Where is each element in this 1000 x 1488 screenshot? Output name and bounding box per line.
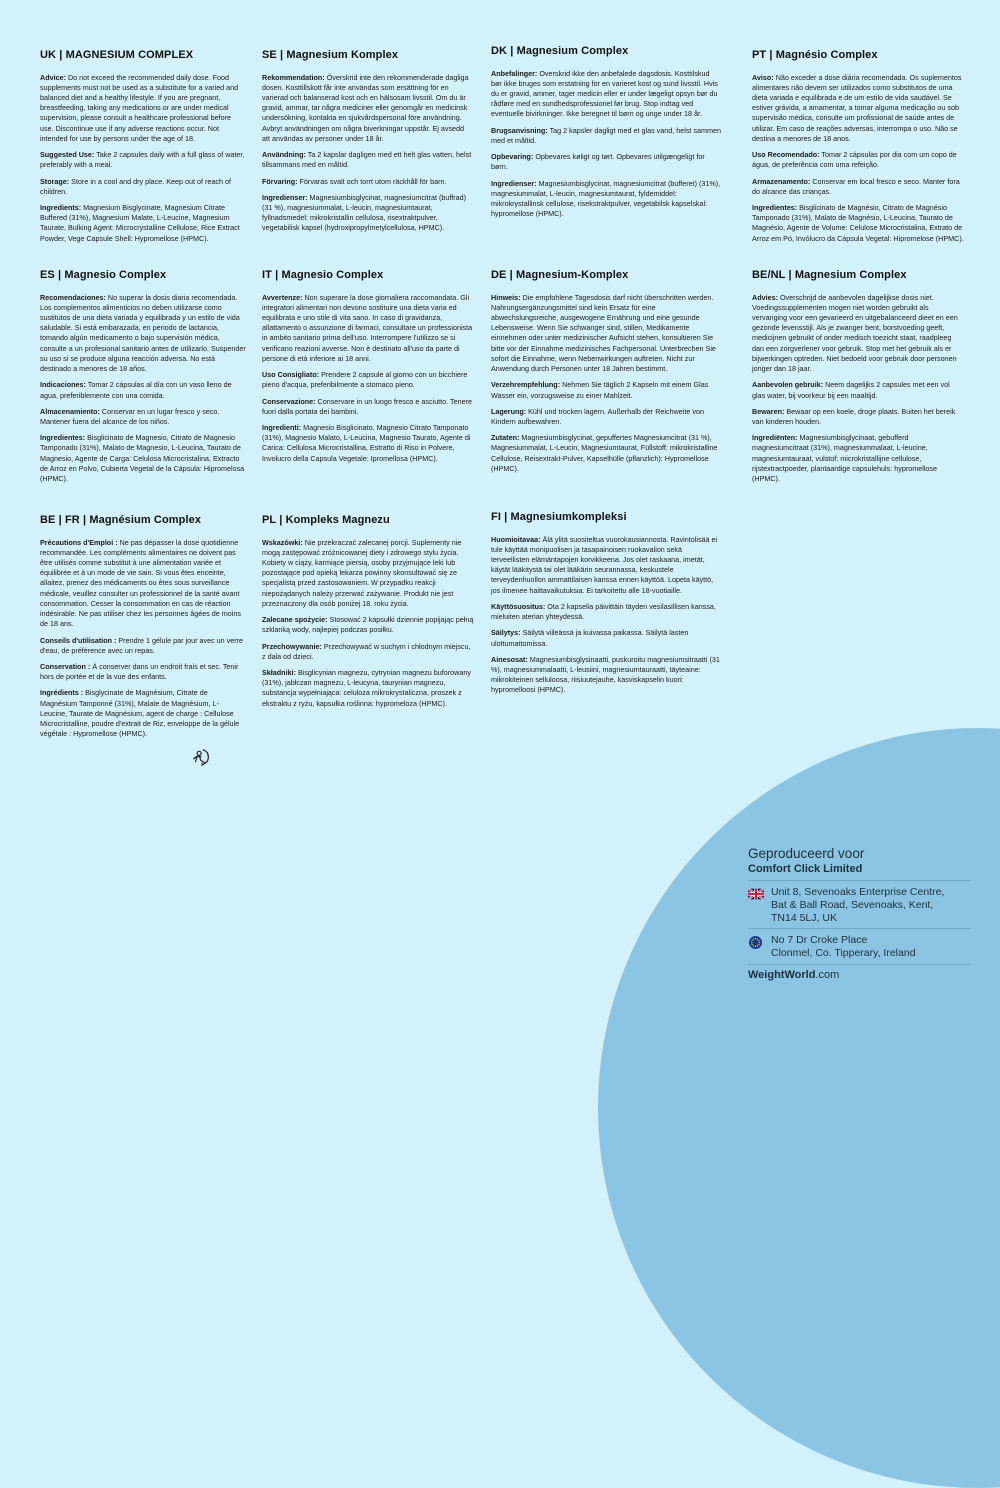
section-se — [262, 48, 474, 240]
advice-paragraph: Rekommendation: Överskrid inte den rekommenderade dagliga dosen. Kosttillskott får inte användas som ersättning för en varierad och balanserad kost och en hälsosam livsstil. Om du är gravid, ammar, tar några mediciner eller genomgår en medicinsk undersökning, kontakta en sjukvårdspersonal före användning. Avbryt användningen om några biverkningar uppstår. Ej avsedd att användas av personer under 18 år. — [262, 72, 469, 143]
uk-flag-icon — [748, 888, 764, 900]
website — [748, 964, 970, 981]
ingredients-paragraph: Składniki: Bisglicynian magnezu, cytrynian magnezu buforowany (31%), jabłczan magnezu, L-leucyna, taurynian magnezu, substancja wypełniająca: celuloza mikrokrystaliczna, proszek z ekstraktu z ryżu, kapsułka roślinna: hypromeloza (HPMC). — [262, 668, 471, 708]
uk-address-line-3: TN14 5LJ, UK — [771, 911, 837, 924]
storage-paragraph: Lagerung: Kühl und trocken lagern. Außerhalb der Reichweite von Kindern aufbewahren. — [491, 406, 704, 427]
advice-paragraph: Aviso: Não exceder a dose diária recomendada. Os suplementos alimentares não devem ser utilizados como substitutos de uma dieta variada e equilibrada e de um estilo de vida saudável. Se estiver grávida, a amamentar, a tomar alguma medicação ou sob supervisão médica, consulte um profissional de saúde antes de utilizar. Em caso de reações adversas, interrompa o uso. Não se destina a menores de 18 anos. — [752, 72, 962, 143]
usage-paragraph: Aanbevolen gebruik: Neem dagelijks 2 capsules met een vol glas water, bij voorkeur bij een maaltijd. — [752, 380, 950, 400]
advice-paragraph: Précautions d'Emploi : Ne pas dépasser la dose quotidienne recommandée. Les compléments alimentaires ne doivent pas être utilisés comme substitut à une alimentation variée et équilibrée et à un mode de vie sain. Si vous êtes enceinte, allaitez, prenez des médicaments ou êtes sous surveillance médicale, veuillez consulter un professionnel de la santé avant consommation. Cesser la consommation en cas de réaction indésirable. Ne pas utiliser chez les personnes âgées de moins de 18 ans. — [40, 537, 241, 629]
usage-paragraph: Indicaciones: Tomar 2 cápsulas al día con un vaso lleno de agua, preferiblemente con una comida. — [40, 380, 232, 400]
ingredients-paragraph: Ingredienser: Magnesiumbisglycinat, magnesiumcitrat (bufferet) (31%), magnesiummalat, L-leucin, magnesiumtaurat, fyldemiddel: mikrokrystallinsk cellulose, risekstraktpulver, vegetabilsk kapselskal: hypromellose (HPMC). — [491, 178, 721, 219]
ie-address-line-2: Clonmel, Co. Tipperary, Ireland — [771, 947, 916, 960]
ie-address-line-1: No 7 Dr Croke Place — [771, 934, 868, 947]
storage-paragraph: Armazenamento: Conservar em local fresco e seco. Manter fora do alcance das crianças. — [752, 176, 960, 196]
ingredients-paragraph: Ingrediënten: Magnesiumbisglycinaat, gebufferd magnesiumcitraat (31%), magnesiummalaat, L-leucine, magnesiumtauraat, vulstof: microkristallijne cellulose, rijstextractpoeder, plantaardige capsulehuls: hypromellose (HPMC). — [752, 433, 937, 484]
advice-paragraph: Huomioitavaa: Älä ylitä suositeltua vuorokausiannosta. Ravintolisää ei tule käyttää monipuolisen ja tasapainoisen ruokavalion sekä terveellisten elämäntapojen korvikkeena. Jos olet raskaana, imetät, käytät lääkitystä tai olet lääkärin seurannassa, keskustele terveydenhuollon ammattilaisen kanssa ennen käyttöä. Lopeta käyttö, jos ilmenee haittavaikutuksia. Ei tarkoitettu alle 18-vuotiaille. — [491, 534, 718, 595]
ingredients-paragraph: Zutaten: Magnesiumbisglycinat, gepuffertes Magnesiumcitrat (31 %), Magnesiummalat, L-Leucin, Magnesiumtaurat, Füllstoff: mikrokristalline Cellulose, Reisextrakt-Pulver, Kapselhülle (pflanzlich): Hypromellose (HPMC). — [491, 433, 718, 473]
section-heading: BE | FR | Magnésium Complex — [40, 514, 202, 526]
storage-paragraph: Conservation : À conserver dans un endroit frais et sec. Tenir hors de portée et de la vue des enfants. — [40, 662, 239, 682]
section-heading: PL | Kompleks Magnezu — [262, 514, 390, 526]
section-heading: ES | Magnesio Complex — [40, 269, 167, 281]
usage-paragraph: Zalecane spożycie: Stosować 2 kapsułki dziennie popijając pełną szklanką wody, najlepiej podczas posiłku. — [262, 615, 474, 635]
ingredients-paragraph: Ingredients: Magnesium Bisglycinate, Magnesium Citrate Buffered (31%), Magnesium Malate, L-Leucine, Magnesium Taurate, Bulking Agent: Microcrystalline Cellulose, Rice Extract Powder, Vege Capsule Shell: Hypromellose (HPMC). — [40, 203, 240, 243]
advice-paragraph: Advies: Overschrijd de aanbevolen dagelijkse dosis niet. Voedingssupplementen mogen niet worden gebruikt als vervanging voor een gevarieerd en uitgebalanceerd dieet en een gezonde levensstijl. Als je zwanger bent, borstvoeding geeft, medicijnen gebruikt of onder medisch toezicht staat, raadpleeg dan een zorgverlener voor gebruik. Stop met het gebruik als er bijwerkingen optreden. Niet bedoeld voor gebruik door personen jonger dan 18 jaar. — [752, 292, 958, 374]
advice-paragraph: Avvertenze: Non superare la dose giornaliera raccomandata. Gli integratori alimentari non devono sostituire una dieta varia ed equilibrata e uno stile di vita sano. In caso di gravidanza, allattamento o assunzione di farmaci, consultare un professionista in ambito sanitario prima dell'uso. Interrompere l'utilizzo se si verificano reazioni avverse. Non è destinato all'uso da parte di persone di età inferiore ai 18 anni. — [262, 292, 473, 363]
storage-paragraph: Förvaring: Förvaras svalt och torrt utom räckhåll för barn. — [262, 176, 447, 186]
ingredients-paragraph: Ingredienti: Magnesio Bisglicinato, Magnesio Citrato Tamponato (31%), Magnesio Malato, L-Leucina, Magnesio Taurato, Agente di Carica: Cellulosa Microcristallina, Estratto di Riso in Polvere, Involucro della Capsula Vegetale: Ipromellosa (HPMC). — [262, 423, 471, 463]
section-heading: FI | Magnesiumkompleksi — [491, 511, 627, 523]
section-uk — [40, 48, 246, 250]
section-heading: UK | MAGNESIUM COMPLEX — [40, 49, 194, 61]
section-heading: DE | Magnesium-Komplex — [491, 269, 629, 281]
advice-paragraph: Recomendaciones: No superar la dosis diaria recomendada. Los complementos alimenticios no deben utilizarse como sustitutos de una dieta variada y equilibrada y un estilo de vida saludable. Si está embarazada, en periodo de lactancia, tomando algún medicamento o bajo supervisión médica, consulte a un profesional sanitario antes de utilizarlo. Suspender su uso si se produce alguna reacción adversa. No está destinado a menores de 18 años. — [40, 292, 246, 374]
section-es — [40, 268, 246, 490]
storage-paragraph: Conservazione: Conservare in un luogo fresco e asciutto. Tenere fuori dalla portata dei bambini. — [262, 396, 473, 416]
section-heading: DK | Magnesium Complex — [491, 45, 629, 57]
usage-paragraph: Conseils d'utilisation : Prendre 1 gélule par jour avec un verre d'eau, de préférence avec un repas. — [40, 635, 244, 655]
uk-address-line-2: Bat & Ball Road, Sevenoaks, Kent, — [771, 898, 934, 911]
section-fi — [491, 510, 721, 702]
ingredients-paragraph: Ingredienser: Magnesiumbisglycinat, magnesiumcitrat (buffrad) (31 %), magnesiummalat, L-leucin, magnesiumtaurat, fyllnadsmedel: mikrokristallin cellulosa, risextraktpulver, vegetabilisk kapsel (hydroxipropylmetylcellulosa, HPMC). — [262, 192, 467, 233]
ingredients-paragraph: Ingredientes: Bisglicinato de Magnésio, Citrato de Magnésio Tamponado (31%), Malato de Magnésio, L-Leucina, Taurato de Magnésio, Agente de Volume: Celulose Microcristalina, Extrato de Arroz em Pó, Invólucro da Cápsula Vegetal: Hipromelose (HPMC). — [752, 203, 964, 243]
usage-paragraph: Suggested Use: Take 2 capsules daily with a full glass of water, preferably with a meal. — [40, 150, 245, 170]
producer-title: Geproduceerd voor — [748, 846, 865, 861]
storage-paragraph: Säilytys: Säilytä viileässä ja kuivassa paikassa. Säilytä lasten ulottumattomissa. — [491, 628, 689, 648]
website-brand: WeightWorld — [748, 968, 816, 981]
ingredients-paragraph: Ingredientes: Bisglicinato de Magnesio, Citrato de Magnesio Tamponado (31%), Malato de Magnesio, L-Leucina, Taurato de Magnesio, Agente de Carga: Celulosa Microcristalina, Extracto de Arroz en Polvo, Cubierta Vegetal de la Cápsula: Hipromelosa (HPMC). — [40, 433, 245, 484]
section-befr — [40, 513, 246, 768]
storage-paragraph: Bewaren: Bewaar op een koele, droge plaats. Buiten het bereik van kinderen houden. — [752, 406, 956, 427]
uk-address-line-1: Unit 8, Sevenoaks Enterprise Centre, — [771, 886, 945, 898]
usage-paragraph: Käyttösuositus: Ota 2 kapselia päivittäin täyden vesilasillisen kanssa, mieluiten aterian yhteydessä. — [491, 601, 716, 622]
advice-paragraph: Advice: Do not exceed the recommended daily dose. Food supplements must not be used as a substitute for a varied and balanced diet and a healthy lifestyle. If you are pregnant, breastfeeding, taking any medications or are under medical supervision, please consult a healthcare professional before use. Discontinue use if any adverse reactions occur. Not intended for use by persons under the age of 18. — [40, 72, 239, 143]
usage-paragraph: Verzehrempfehlung: Nehmen Sie täglich 2 Kapseln mit einem Glas Wasser ein, vorzugsweise zu einer Mahlzeit. — [491, 380, 709, 400]
triman-recycling-icon — [190, 746, 212, 768]
advice-paragraph: Hinweis: Die empfohlene Tagesdosis darf nicht überschritten werden. Nahrungsergänzungsmittel sind kein Ersatz für eine abwechslungsreiche, ausgewogene Ernährung und eine gesunde Lebensweise. Wenn Sie schwanger sind, stillen, Medikamente einnehmen oder unter medizinischer Aufsicht stehen, konsultieren Sie bitte vor der Einnahme medizinisches Fachpersonal. Unterbrechen Sie sofort die Einnahme, wenn Nebenwirkungen auftreten. Nicht zur Anwendung durch Personen unter 18 Jahren bestimmt. — [491, 292, 716, 374]
section-benl — [752, 268, 964, 490]
section-dk — [491, 44, 721, 225]
section-it — [262, 268, 474, 470]
storage-paragraph: Storage: Store in a cool and dry place. Keep out of reach of children. — [40, 176, 231, 196]
usage-paragraph: Uso Recomendado: Tomar 2 cápsulas por dia com um copo de água, de preferência com uma refeição. — [752, 150, 957, 170]
decorative-circle — [598, 728, 1000, 1488]
uk-address — [748, 880, 970, 928]
usage-paragraph: Uso Consigliato: Prendere 2 capsule al giorno con un bicchiere pieno d'acqua, preferibilmente a stomaco pieno. — [262, 370, 468, 390]
advice-paragraph: Wskazówki: Nie przekraczać zalecanej porcji. Suplementy nie mogą zastępować zróżnicowanej diety i zdrowego stylu życia. Kobiety w ciąży, karmiące piersią, osoby przyjmujące leki lub pozostające pod opieką lekarza powinny skonsultować się ze specjalistą przed zastosowaniem. W przypadku reakcji niepożądanych należy przerwać zażywanie. Produkt nie jest przeznaczony dla osób poniżej 18. roku życia. — [262, 537, 462, 608]
section-de — [491, 268, 721, 480]
storage-paragraph: Almacenamiento: Conservar en un lugar fresco y seco. Mantener fuera del alcance de los niños. — [40, 406, 220, 427]
section-heading: IT | Magnesio Complex — [262, 269, 384, 281]
eu-flag-icon — [749, 936, 762, 949]
section-heading: SE | Magnesium Komplex — [262, 49, 399, 61]
advice-paragraph: Anbefalinger: Overskrid ikke den anbefalede dagsdosis. Kosttilskud bør ikke bruges som erstatning for en varieret kost og sund livsstil. Hvis du er gravid, ammer, tager medicin eller er under lægeligt opsyn bør du rådføre med en sundhedsprofessionel før brug. Stop indtag ved eventuelle bivirkninger. Ikke beregnet til børn og unge under 18 år. — [491, 68, 718, 119]
ingredients-paragraph: Ingrédients : Bisglycinate de Magnésium, Citrate de Magnésium Tamponné (31%), Malate de Magnésium, L-Leucine, Taurate de Magnésium, agent de charge : Cellulose Microcristalline, poudre d'extrait de Riz, enveloppe de la gélule végétale : Hypromellose (HPMC). — [40, 688, 240, 739]
section-pl — [262, 513, 474, 715]
producer-info — [748, 846, 970, 981]
section-heading: BE/NL | Magnesium Complex — [752, 269, 907, 281]
section-pt — [752, 48, 964, 250]
website-domain: .com — [815, 968, 840, 981]
ie-address — [748, 928, 970, 964]
usage-paragraph: Användning: Ta 2 kapslar dagligen med ett helt glas vatten, helst tillsammans med en måltid. — [262, 150, 472, 170]
storage-paragraph: Przechowywanie: Przechowywać w suchym i chłodnym miejscu, z dala od dzieci. — [262, 641, 471, 661]
usage-paragraph: Brugsanvisning: Tag 2 kapsler dagligt med et glas vand, helst sammen med et måltid. — [491, 125, 721, 145]
section-heading: PT | Magnésio Complex — [752, 49, 878, 61]
storage-paragraph: Opbevaring: Opbevares køligt og tørt. Opbevares utilgængeligt for børn. — [491, 152, 705, 172]
ingredients-paragraph: Ainesosat: Magnesiumbisglysinaatti, puskuroitu magnesiumsitraatti (31 %), magnesiummalaatti, L-leusiini, magnesiumtauraatti, täyteaine: mikrokiteinen selluloosa, riisiuutejauhe, kasviskapselin kuori: hypromelloosi (HPMC). — [491, 654, 720, 695]
producer-company: Comfort Click Limited — [748, 863, 863, 875]
